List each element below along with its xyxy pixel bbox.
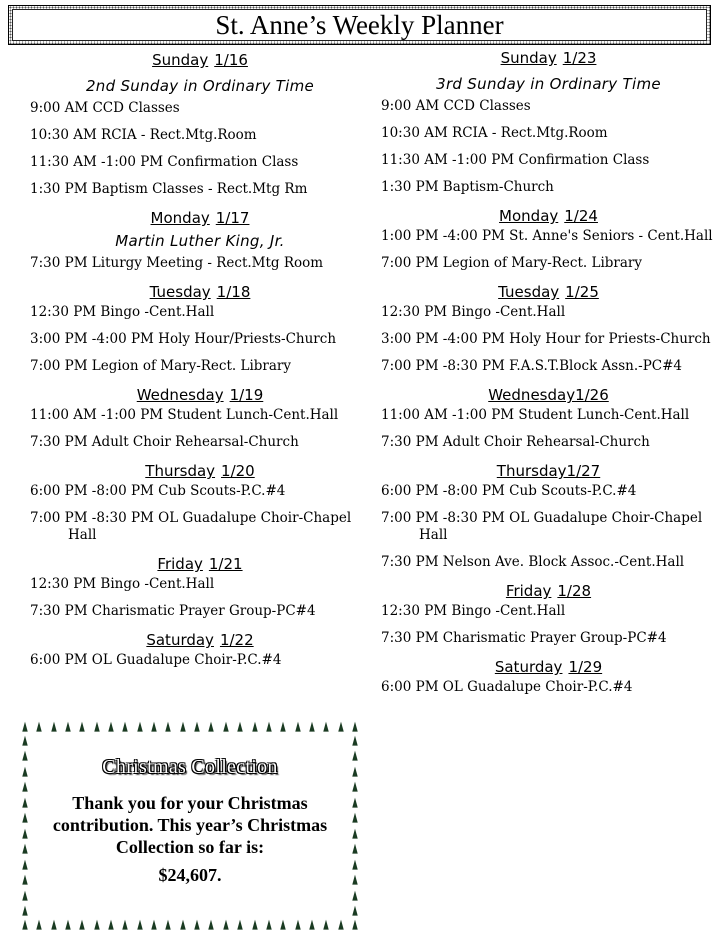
- pine-tree-icon: ▲: [151, 719, 157, 734]
- day-heading-wednesday-1: Wednesday 1/19: [136, 386, 264, 404]
- event: 7:30 PM Adult Choir Rehearsal-Church: [30, 434, 299, 450]
- day-heading-thursday-2: Thursday1/27: [496, 462, 601, 480]
- pine-tree-icon: ▲: [309, 719, 315, 734]
- event: 7:00 PM -8:30 PM OL Guadalupe Choir-Chapel Hall: [30, 510, 352, 543]
- pine-tree-icon: ▲: [237, 719, 243, 734]
- pine-tree-icon: ▲: [352, 872, 358, 888]
- pine-tree-icon: ▲: [352, 856, 358, 872]
- pine-tree-icon: ▲: [22, 872, 28, 888]
- event: 7:00 PM Legion of Mary-Rect. Library: [381, 255, 642, 271]
- pine-tree-icon: ▲: [50, 917, 57, 932]
- pine-tree-icon: ▲: [294, 719, 301, 734]
- pine-tree-icon: ▲: [165, 917, 172, 932]
- event: 9:00 AM CCD Classes: [30, 100, 180, 116]
- event: 3:00 PM -4:00 PM Holy Hour/Priests-Church: [30, 331, 337, 347]
- title-banner: [8, 5, 711, 45]
- pine-tree-icon: ▲: [352, 779, 358, 795]
- pine-tree-icon: ▲: [22, 733, 28, 748]
- event: 1:30 PM Baptism-Church: [381, 179, 554, 195]
- event: 3:00 PM -4:00 PM Holy Hour for Priests-Church: [381, 331, 711, 347]
- pine-tree-icon: ▲: [294, 917, 301, 932]
- pine-tree-icon: ▲: [65, 719, 71, 734]
- pine-tree-icon: ▲: [280, 917, 286, 932]
- pine-tree-icon: ▲: [266, 917, 272, 932]
- event: 12:30 PM Bingo -Cent.Hall: [381, 304, 566, 320]
- pine-tree-icon: ▲: [93, 719, 100, 734]
- pine-tree-icon: ▲: [65, 917, 71, 932]
- event: 10:30 AM RCIA - Rect.Mtg.Room: [30, 127, 257, 143]
- christmas-amount: $24,607.: [158, 865, 222, 885]
- pine-tree-icon: ▲: [79, 917, 86, 932]
- event: 10:30 AM RCIA - Rect.Mtg.Room: [381, 125, 608, 141]
- event: 7:30 PM Charismatic Prayer Group-PC#4: [30, 603, 316, 619]
- event: 12:30 PM Bingo -Cent.Hall: [30, 304, 215, 320]
- day-heading-sunday-2: Sunday 1/23: [500, 49, 597, 67]
- day-heading-saturday-2: Saturday 1/29: [494, 658, 603, 676]
- pine-tree-icon: ▲: [337, 917, 344, 932]
- pine-tree-icon: ▲: [352, 748, 358, 764]
- pine-tree-icon: ▲: [122, 719, 129, 734]
- pine-tree-icon: ▲: [22, 887, 28, 903]
- day-heading-sunday-1: Sunday 1/16: [152, 51, 248, 69]
- pine-tree-icon: ▲: [137, 917, 143, 932]
- pine-tree-icon: ▲: [22, 902, 28, 918]
- pine-tree-icon: ▲: [22, 917, 28, 932]
- event: 1:00 PM -4:00 PM St. Anne's Seniors - Cent.Hall: [381, 228, 713, 244]
- pine-tree-icon: ▲: [194, 719, 200, 734]
- pine-tree-icon: ▲: [323, 719, 329, 734]
- event: 12:30 PM Bingo -Cent.Hall: [381, 603, 566, 619]
- event: 11:00 AM -1:00 PM Student Lunch-Cent.Hall: [381, 407, 690, 423]
- pine-tree-icon: ▲: [352, 887, 358, 903]
- pine-tree-icon: ▲: [352, 902, 358, 918]
- pine-tree-icon: ▲: [22, 719, 28, 734]
- pine-tree-icon: ▲: [50, 719, 57, 734]
- pine-tree-icon: ▲: [352, 825, 358, 841]
- pine-tree-icon: ▲: [151, 917, 157, 932]
- day-heading-wednesday-2: Wednesday1/26: [488, 386, 609, 404]
- event: 7:30 PM Charismatic Prayer Group-PC#4: [381, 630, 667, 646]
- christmas-message: Thank you for your Christmas contribution. This year’s Christmas Collection so far is:: [52, 793, 328, 857]
- pine-tree-icon: ▲: [352, 810, 358, 826]
- pine-tree-icon: ▲: [180, 917, 186, 932]
- event: 11:30 AM -1:00 PM Confirmation Class: [30, 154, 299, 170]
- pine-tree-icon: ▲: [352, 763, 358, 779]
- occasion-label: 3rd Sunday in Ordinary Time: [436, 75, 661, 93]
- event: 11:30 AM -1:00 PM Confirmation Class: [381, 152, 650, 168]
- event: 1:30 PM Baptism Classes - Rect.Mtg Rm: [30, 181, 308, 197]
- day-heading-monday-1: Monday 1/17: [150, 209, 250, 227]
- event: 12:30 PM Bingo -Cent.Hall: [30, 576, 215, 592]
- event: 7:30 PM Adult Choir Rehearsal-Church: [381, 434, 650, 450]
- pine-tree-icon: ▲: [22, 841, 28, 857]
- event: 11:00 AM -1:00 PM Student Lunch-Cent.Hall: [30, 407, 339, 423]
- occasion-label: 2nd Sunday in Ordinary Time: [85, 77, 315, 95]
- pine-tree-icon: ▲: [36, 917, 43, 932]
- pine-tree-icon: ▲: [352, 794, 358, 810]
- pine-tree-icon: ▲: [280, 719, 286, 734]
- pine-tree-icon: ▲: [22, 779, 28, 795]
- tree-border-bottom: [20, 918, 360, 932]
- event: 7:00 PM -8:30 PM OL Guadalupe Choir-Chapel Hall: [381, 510, 703, 543]
- pine-tree-icon: ▲: [122, 917, 129, 932]
- day-heading-tuesday-1: Tuesday 1/18: [149, 283, 251, 301]
- day-heading-saturday-1: Saturday 1/22: [146, 631, 254, 649]
- christmas-collection-box: [20, 720, 360, 932]
- pine-tree-icon: ▲: [223, 917, 229, 932]
- pine-tree-icon: ▲: [251, 719, 258, 734]
- day-heading-friday-2: Friday 1/28: [505, 582, 592, 600]
- page-title: St. Anne’s Weekly Planner: [12, 9, 707, 41]
- pine-tree-icon: ▲: [251, 917, 258, 932]
- pine-tree-icon: ▲: [309, 917, 315, 932]
- week1-column: [30, 50, 370, 713]
- day-heading-friday-1: Friday 1/21: [157, 555, 243, 573]
- pine-tree-icon: ▲: [93, 917, 100, 932]
- pine-tree-icon: ▲: [180, 719, 186, 734]
- pine-tree-icon: ▲: [337, 719, 344, 734]
- event: 6:00 PM OL Guadalupe Choir-P.C.#4: [30, 652, 282, 668]
- event: 6:00 PM -8:00 PM Cub Scouts-P.C.#4: [381, 483, 637, 499]
- pine-tree-icon: ▲: [22, 794, 28, 810]
- pine-tree-icon: ▲: [352, 719, 358, 734]
- day-heading-tuesday-2: Tuesday 1/25: [498, 283, 599, 301]
- day-heading-thursday-1: Thursday 1/20: [145, 462, 255, 480]
- event: 7:30 PM Liturgy Meeting - Rect.Mtg Room: [30, 255, 324, 271]
- event: 9:00 AM CCD Classes: [381, 98, 531, 114]
- pine-tree-icon: ▲: [108, 917, 114, 932]
- pine-tree-icon: ▲: [22, 856, 28, 872]
- pine-tree-icon: ▲: [266, 719, 272, 734]
- pine-tree-icon: ▲: [22, 810, 28, 826]
- pine-tree-icon: ▲: [208, 719, 215, 734]
- pine-tree-icon: ▲: [194, 917, 200, 932]
- pine-tree-icon: ▲: [36, 719, 43, 734]
- event: 7:00 PM -8:30 PM F.A.S.T.Block Assn.-PC#4: [381, 358, 683, 374]
- pine-tree-icon: ▲: [165, 719, 172, 734]
- event: 7:30 PM Nelson Ave. Block Assoc.-Cent.Hall: [381, 554, 685, 570]
- week2-column: [381, 48, 716, 706]
- pine-tree-icon: ▲: [352, 841, 358, 857]
- pine-tree-icon: ▲: [208, 917, 215, 932]
- pine-tree-icon: ▲: [22, 825, 28, 841]
- pine-tree-icon: ▲: [223, 719, 229, 734]
- pine-tree-icon: ▲: [79, 719, 86, 734]
- tree-border-top: [20, 720, 360, 734]
- day-heading-monday-2: Monday 1/24: [499, 207, 598, 225]
- pine-tree-icon: ▲: [22, 763, 28, 779]
- pine-tree-icon: ▲: [352, 917, 358, 932]
- pine-tree-icon: ▲: [108, 719, 114, 734]
- occasion-label: Martin Luther King, Jr.: [115, 232, 285, 250]
- event: 7:00 PM Legion of Mary-Rect. Library: [30, 358, 291, 374]
- pine-tree-icon: ▲: [22, 748, 28, 764]
- pine-tree-icon: ▲: [323, 917, 329, 932]
- pine-tree-icon: ▲: [137, 719, 143, 734]
- christmas-title: Christmas Collection: [102, 756, 278, 778]
- pine-tree-icon: ▲: [237, 917, 243, 932]
- event: 6:00 PM -8:00 PM Cub Scouts-P.C.#4: [30, 483, 286, 499]
- pine-tree-icon: ▲: [352, 733, 358, 748]
- event: 6:00 PM OL Guadalupe Choir-P.C.#4: [381, 679, 633, 695]
